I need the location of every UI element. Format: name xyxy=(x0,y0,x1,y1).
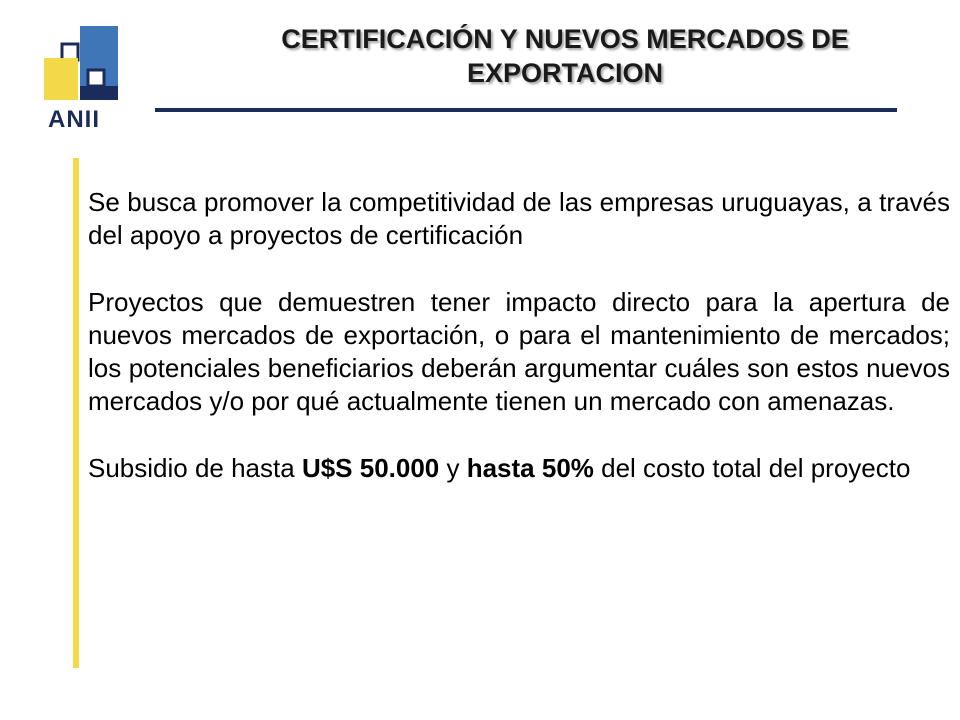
slide-title-line2: EXPORTACION xyxy=(466,58,663,88)
paragraph-objective: Se busca promover la competitividad de las empresas uruguayas, a través del apoyo a proyectos de certificación xyxy=(88,187,950,250)
subsidy-percent: hasta 50% xyxy=(466,453,594,483)
anii-logo xyxy=(38,22,138,134)
slide-title xyxy=(190,22,940,90)
anii-logo-text: ANII xyxy=(48,106,100,133)
subsidy-text-2: y xyxy=(439,453,467,483)
slide-title-line1: CERTIFICACIÓN Y NUEVOS MERCADOS DE xyxy=(281,24,849,54)
paragraph-projects: Proyectos que demuestren tener impacto directo para la apertura de nuevos mercados de exportación, o para el mantenimiento de mercados; los potenciales beneficiarios deberán argumentar cuáles son estos nuevos mercados y/o por qué actualmente tienen un mercado con amenazas. xyxy=(88,287,950,416)
slide-content xyxy=(88,186,950,519)
subsidy-amount: U$S 50.000 xyxy=(301,453,440,483)
accent-bar xyxy=(73,158,79,668)
anii-logo-mark xyxy=(38,22,138,106)
paragraph-subsidy xyxy=(88,452,950,485)
title-divider xyxy=(155,108,897,112)
subsidy-text-3: del costo total del proyecto xyxy=(593,453,911,483)
subsidy-text-1: Subsidio de hasta xyxy=(88,453,302,483)
